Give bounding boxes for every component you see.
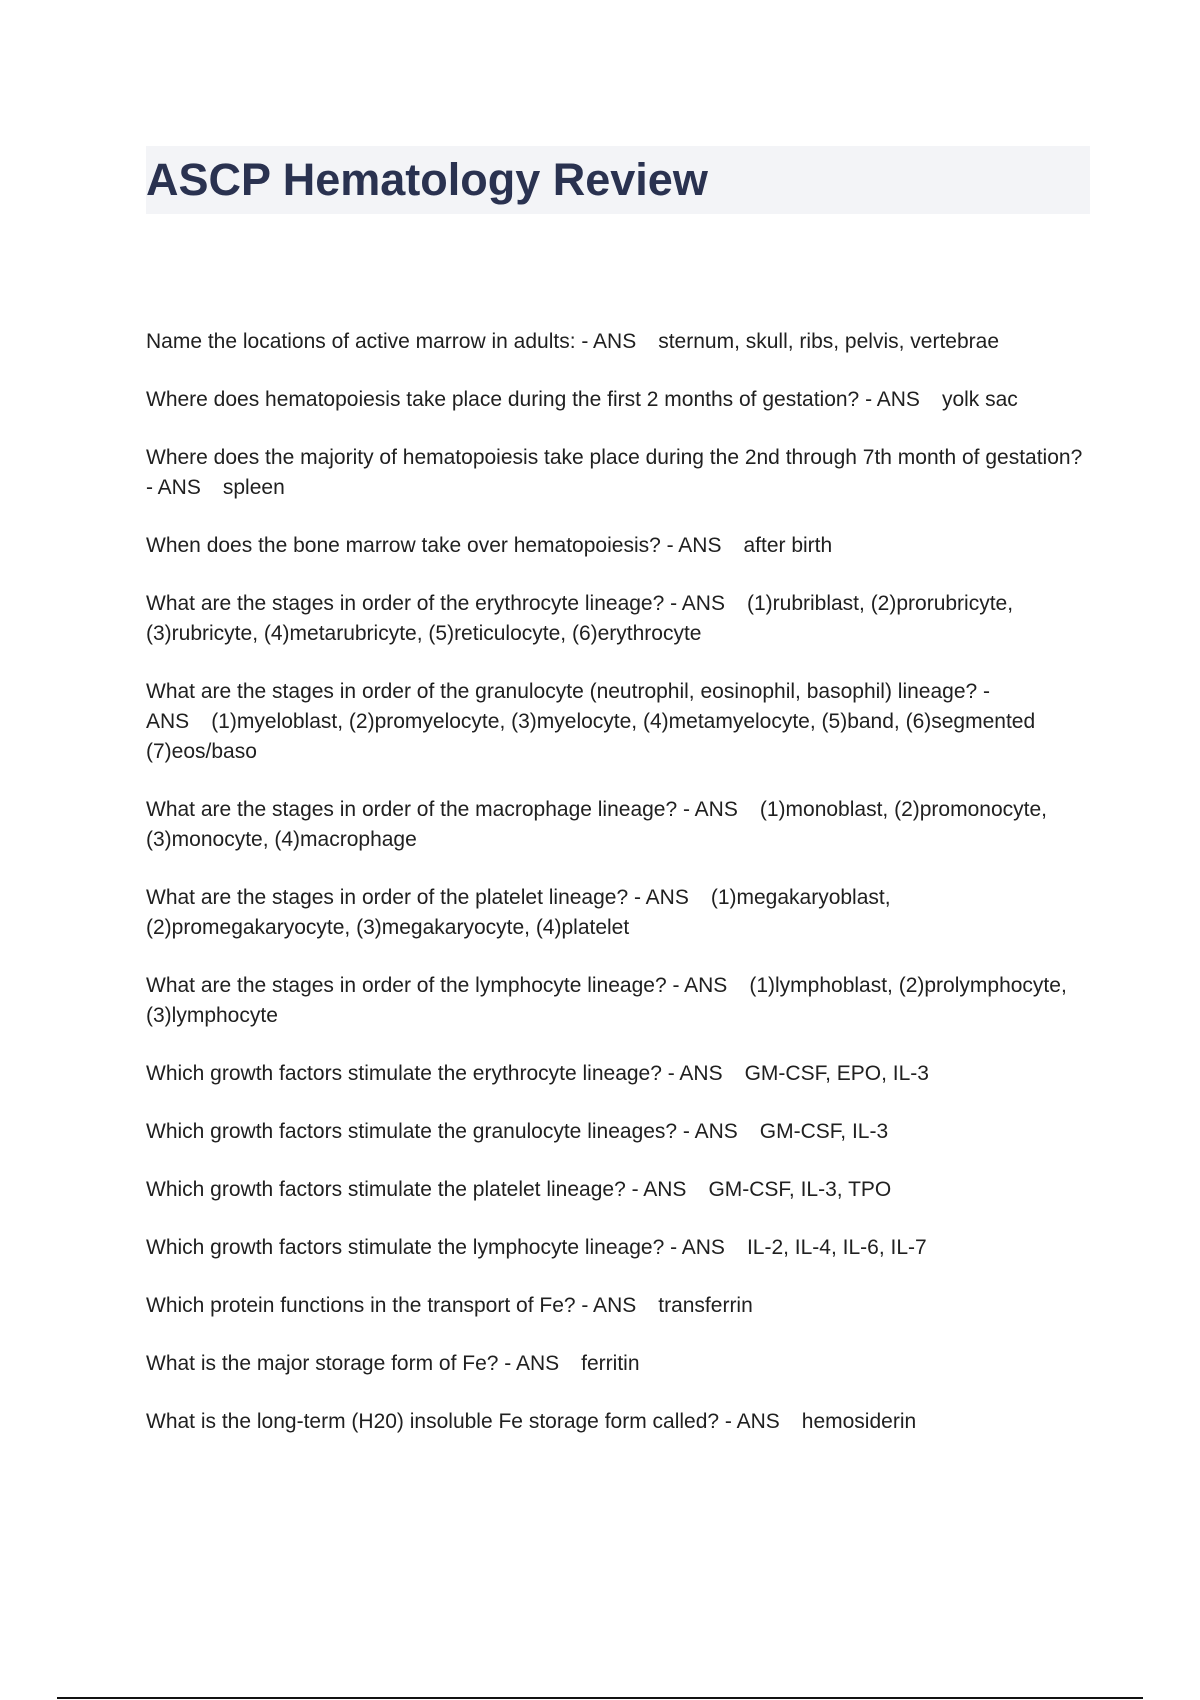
answer-text: GM-CSF, IL-3 <box>759 1120 889 1143</box>
answer-text: after birth <box>743 534 833 557</box>
page-title: ASCP Hematology Review <box>146 154 708 205</box>
question-text: Which growth factors stimulate the granulocyte lineages? - ANS <box>146 1120 738 1143</box>
answer-text: (1)megakaryoblast, (2)promegakaryocyte, (3)megakaryocyte, (4)platelet <box>146 886 891 939</box>
question-text: What are the stages in order of the lymphocyte lineage? - ANS <box>146 974 728 997</box>
question-text: What are the stages in order of the granulocyte (neutrophil, eosinophil, basophil) lineage? - ANS <box>146 680 991 733</box>
qa-item <box>146 1233 1090 1263</box>
qa-item <box>146 443 1090 503</box>
answer-text: transferrin <box>658 1294 753 1317</box>
qa-list <box>146 327 1090 1465</box>
answer-text: (1)rubriblast, (2)prorubricyte, (3)rubricyte, (4)metarubricyte, (5)reticulocyte, (6)erythrocyte <box>146 592 1014 645</box>
answer-text: (1)myeloblast, (2)promyelocyte, (3)myelocyte, (4)metamyelocyte, (5)band, (6)segmented (7)eos/baso <box>146 710 1036 763</box>
answer-text: ferritin <box>581 1352 640 1375</box>
question-text: Which protein functions in the transport of Fe? - ANS <box>146 1294 637 1317</box>
question-text: What is the long-term (H20) insoluble Fe storage form called? - ANS <box>146 1410 780 1433</box>
qa-item <box>146 531 1090 561</box>
qa-item <box>146 385 1090 415</box>
answer-text: (1)monoblast, (2)promonocyte, (3)monocyte, (4)macrophage <box>146 798 1047 851</box>
qa-item <box>146 327 1090 357</box>
question-text: Where does the majority of hematopoiesis take place during the 2nd through 7th month of gestation? - ANS <box>146 446 1083 499</box>
question-text: Which growth factors stimulate the platelet lineage? - ANS <box>146 1178 687 1201</box>
question-text: What are the stages in order of the macrophage lineage? - ANS <box>146 798 738 821</box>
qa-item <box>146 1349 1090 1379</box>
question-text: What are the stages in order of the erythrocyte lineage? - ANS <box>146 592 725 615</box>
qa-item <box>146 1291 1090 1321</box>
answer-text: sternum, skull, ribs, pelvis, vertebrae <box>658 330 1000 353</box>
answer-text: (1)lymphoblast, (2)prolymphocyte, (3)lymphocyte <box>146 974 1067 1027</box>
answer-text: GM-CSF, EPO, IL-3 <box>744 1062 929 1085</box>
answer-text: IL-2, IL-4, IL-6, IL-7 <box>746 1236 927 1259</box>
answer-text: spleen <box>222 476 285 499</box>
answer-text: GM-CSF, IL-3, TPO <box>708 1178 892 1201</box>
qa-item <box>146 1059 1090 1089</box>
qa-item <box>146 1407 1090 1437</box>
qa-item <box>146 883 1090 943</box>
question-text: Where does hematopoiesis take place during the first 2 months of gestation? - ANS <box>146 388 920 411</box>
qa-item <box>146 1117 1090 1147</box>
question-text: Which growth factors stimulate the erythrocyte lineage? - ANS <box>146 1062 723 1085</box>
question-text: When does the bone marrow take over hematopoiesis? - ANS <box>146 534 722 557</box>
qa-item <box>146 795 1090 855</box>
question-text: Which growth factors stimulate the lymphocyte lineage? - ANS <box>146 1236 725 1259</box>
question-text: What are the stages in order of the platelet lineage? - ANS <box>146 886 689 909</box>
qa-item <box>146 971 1090 1031</box>
question-text: Name the locations of active marrow in adults: - ANS <box>146 330 637 353</box>
answer-text: yolk sac <box>941 388 1018 411</box>
footer-divider <box>57 1697 1143 1699</box>
answer-text: hemosiderin <box>801 1410 917 1433</box>
qa-item <box>146 677 1090 767</box>
question-text: What is the major storage form of Fe? - ANS <box>146 1352 560 1375</box>
qa-item <box>146 1175 1090 1205</box>
qa-item <box>146 589 1090 649</box>
